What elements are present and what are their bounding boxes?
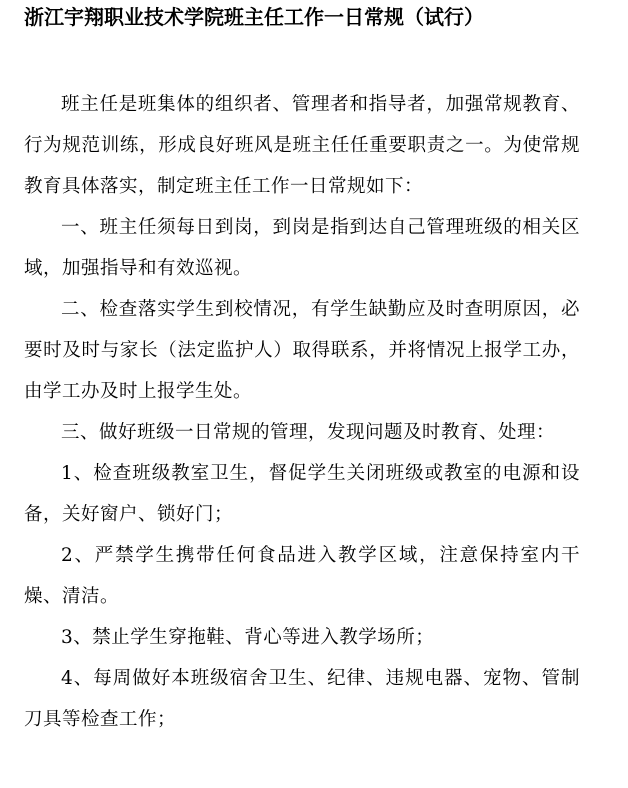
rule-3-paragraph: 三、做好班级一日常规的管理，发现问题及时教育、处理： [61,422,556,443]
rule-2-paragraph: 二、检查落实学生到校情况，有学生缺勤应及时查明原因，必要时及时与家长（法定监护人）取得联系，并将情况上报学工办，由学工办及时上报学生处。 [24,299,580,402]
subrule-4-paragraph: 4、每周做好本班级宿舍卫生、纪律、违规电器、宠物、管制刀具等检查工作； [24,668,580,730]
subrule-2-paragraph: 2、严禁学生携带任何食品进入教学区域，注意保持室内干燥、清洁。 [24,545,580,607]
document-body [24,84,580,740]
rule-1-paragraph: 一、班主任须每日到岗，到岗是指到达自己管理班级的相关区域，加强指导和有效巡视。 [24,217,580,279]
subrule-3-paragraph: 3、禁止学生穿拖鞋、背心等进入教学场所； [61,627,435,648]
subrule-1-paragraph: 1、检查班级教室卫生，督促学生关闭班级或教室的电源和设备，关好窗户、锁好门； [24,463,580,525]
intro-paragraph: 班主任是班集体的组织者、管理者和指导者，加强常规教育、行为规范训练，形成良好班风是班主任任重要职责之一。为使常规教育具体落实，制定班主任工作一日常规如下： [24,94,580,197]
document-title: 浙江宇翔职业技术学院班主任工作一日常规（试行） [24,5,484,29]
